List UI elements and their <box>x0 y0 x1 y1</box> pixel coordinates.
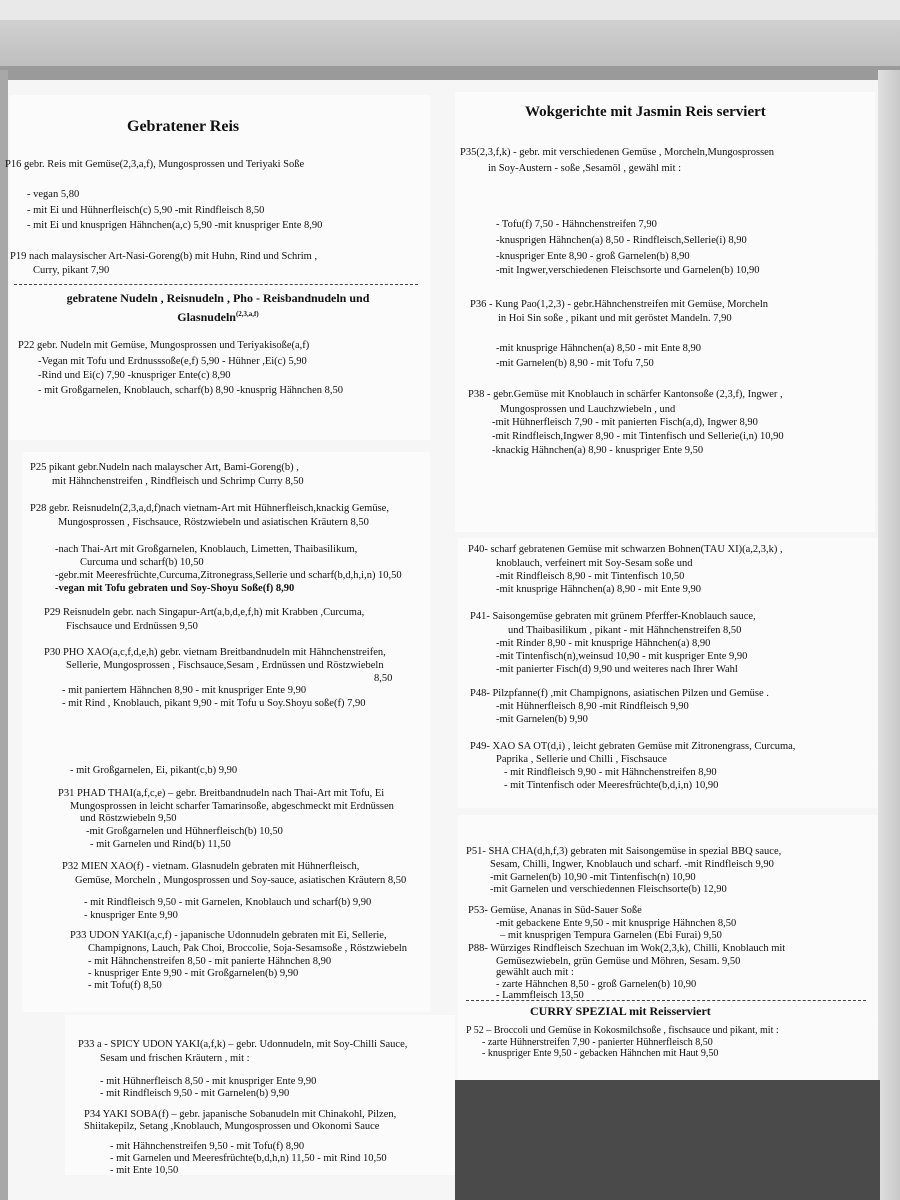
menu-line: -mit Tintenfisch(n),weinsud 10,90 - mit kuspriger Ente 9,90 <box>496 651 748 662</box>
menu-line: Mungosprossen in leicht scharfer Tamarinsoße, abgeschmeckt mit Erdnüssen <box>70 801 394 812</box>
left-subtitle-text: gebratene Nudeln , Reisnudeln , Pho - Reisbandnudeln und Glasnudeln <box>66 291 370 324</box>
menu-line: -mit Garnelen(b) 9,90 <box>496 714 588 725</box>
menu-line: -knackig Hähnchen(a) 8,90 - knuspriger Ente 9,50 <box>492 445 704 456</box>
dark-board-area <box>455 1080 880 1200</box>
sheet-left-2 <box>22 452 430 1012</box>
menu-line: Fischsauce und Erdnüssen 9,50 <box>66 621 198 632</box>
menu-line: Paprika , Sellerie und Chilli , Fischsauce <box>496 754 667 765</box>
menu-line: P33 UDON YAKI(a,c,f) - japanische Udonnudeln gebraten mit Ei, Sellerie, <box>70 930 387 941</box>
menu-line: - mit Hähnchenstreifen 8,50 - mit panierte Hähnchen 8,90 <box>88 956 332 967</box>
menu-line: - mit Ei und knusprigen Hähnchen(a,c) 5,90 -mit knuspriger Ente 8,90 <box>27 220 323 231</box>
menu-line: P40- scharf gebratenen Gemüse mit schwarzen Bohnen(TAU XI)(a,2,3,k) , <box>468 544 783 555</box>
separator-left <box>14 284 418 285</box>
menu-line: P51- SHA CHA(d,h,f,3) gebraten mit Saisongemüse in spezial BBQ sauce, <box>466 846 782 857</box>
menu-line: -mit Rindfleisch 8,90 - mit Tintenfisch 10,50 <box>496 571 685 582</box>
menu-line: P35(2,3,f,k) - gebr. mit verschiedenen Gemüse , Morcheln,Mungosprossen <box>460 147 775 158</box>
menu-line: 8,50 <box>374 673 393 684</box>
frame-shine <box>0 0 900 20</box>
curry-title: CURRY SPEZIAL mit Reisserviert <box>530 1004 711 1018</box>
menu-line: P41- Saisongemüse gebraten mit grünem Pferffer-Knoblauch sauce, <box>470 611 756 622</box>
menu-line: - mit Ente 10,50 <box>110 1165 179 1176</box>
menu-line: Sellerie, Mungosprossen , Fischsauce,Sesam , Erdnüssen und Röstzwiebeln <box>66 660 384 671</box>
menu-line: P88- Würziges Rindfleisch Szechuan im Wok(2,3,k), Chilli, Knoblauch mit <box>468 943 786 954</box>
menu-line: P38 - gebr.Gemüse mit Knoblauch in schärfer Kantonsoße (2,3,f), Ingwer , <box>468 389 783 400</box>
menu-line: Gemüse, Morcheln , Mungosprossen und Soy-sauce, asiatischen Kräutern 8,50 <box>75 875 407 886</box>
menu-line: -nach Thai-Art mit Großgarnelen, Knoblauch, Limetten, Thaibasilikum, <box>55 544 358 555</box>
menu-line: - vegan 5,80 <box>27 189 80 200</box>
menu-line: - knuspriger Ente 9,90 <box>84 910 178 921</box>
menu-line: - mit Garnelen und Rind(b) 11,50 <box>90 839 231 850</box>
menu-line: - mit Hähnchenstreifen 9,50 - mit Tofu(f) 8,90 <box>110 1141 305 1152</box>
menu-line: -mit gebackene Ente 9,50 - mit knusprige Hähnchen 8,50 <box>496 918 737 929</box>
menu-line: - mit Großgarnelen, Knoblauch, scharf(b) 8,90 -knusprig Hähnchen 8,50 <box>38 385 343 396</box>
menu-line: P19 nach malaysischer Art-Nasi-Goreng(b) mit Huhn, Rind und Schrim , <box>10 251 318 262</box>
menu-line: -mit Rinder 8,90 - mit knusprige Hähnchen(a) 8,90 <box>496 638 711 649</box>
menu-line: - zarte Hühnerstreifen 7,90 - panierter Hühnerfleisch 8,50 <box>482 1037 713 1048</box>
menu-line: Shiitakepilz, Setang ,Knoblauch, Mungosprossen und Okonomi Sauce <box>84 1121 380 1132</box>
menu-line: - mit Garnelen und Meeresfrüchte(b,d,h,n) 11,50 - mit Rind 10,50 <box>110 1153 387 1164</box>
menu-line: - mit paniertem Hähnchen 8,90 - mit knuspriger Ente 9,90 <box>62 685 307 696</box>
menu-line: mit Hähnchenstreifen , Rindfleisch und Schrimp Curry 8,50 <box>52 476 304 487</box>
menu-line: -mit Garnelen(b) 8,90 - mit Tofu 7,50 <box>496 358 654 369</box>
menu-line: -mit Ingwer,verschiedenen Fleischsorte und Garnelen(b) 10,90 <box>496 265 760 276</box>
menu-line: P16 gebr. Reis mit Gemüse(2,3,a,f), Mungosprossen und Teriyaki Soße <box>5 159 305 170</box>
menu-line: -Vegan mit Tofu und Erdnusssoße(e,f) 5,90 - Hühner ,Ei(c) 5,90 <box>38 356 307 367</box>
menu-line: P25 pikant gebr.Nudeln nach malayscher Art, Bami-Goreng(b) , <box>30 462 299 473</box>
menu-line: P28 gebr. Reisnudeln(2,3,a,d,f)nach vietnam-Art mit Hühnerfleisch,knackig Gemüse, <box>30 503 389 514</box>
menu-line: - Tofu(f) 7,50 - Hähnchenstreifen 7,90 <box>496 219 657 230</box>
right-title: Wokgerichte mit Jasmin Reis serviert <box>525 104 766 120</box>
menu-line: -mit panierter Fisch(d) 9,90 und weiteres nach Ihrer Wahl <box>496 664 738 675</box>
menu-line: - knuspriger Ente 9,50 - gebacken Hähnchen mit Haut 9,50 <box>482 1048 719 1059</box>
menu-line: -knuspriger Ente 8,90 - groß Garnelen(b) 8,90 <box>496 251 690 262</box>
menu-line: Sesam, Chilli, Ingwer, Knoblauch und scharf. -mit Rindfleisch 9,90 <box>490 859 774 870</box>
menu-line: P49- XAO SA OT(d,i) , leicht gebraten Gemüse mit Zitronengrass, Curcuma, <box>470 741 796 752</box>
menu-line: Mungosprossen , Fischsauce, Röstzwiebeln und asiatischen Kräutern 8,50 <box>58 517 369 528</box>
menu-line: Mungosprossen und Lauchzwiebeln , und <box>500 404 676 415</box>
menu-line: - Lammfleisch 13,50 <box>496 990 584 1001</box>
menu-line: -Rind und Ei(c) 7,90 -knuspriger Ente(c) 8,90 <box>38 370 231 381</box>
menu-line: -mit knusprige Hähnchen(a) 8,90 - mit Ente 9,90 <box>496 584 701 595</box>
menu-line: P 52 – Broccoli und Gemüse in Kokosmilchsoße , fischsauce und pikant, mit : <box>466 1025 779 1036</box>
menu-line: Curcuma und scharf(b) 10,50 <box>80 557 204 568</box>
menu-line: Sesam und frischen Kräutern , mit : <box>100 1053 250 1064</box>
menu-line: P48- Pilzpfanne(f) ,mit Champignons, asiatischen Pilzen und Gemüse . <box>470 688 769 699</box>
menu-line: -mit Rindfleisch,Ingwer 8,90 - mit Tintenfisch und Sellerie(i,n) 10,90 <box>492 431 784 442</box>
menu-line: und Röstzwiebeln 9,50 <box>80 813 177 824</box>
menu-line: P32 MIEN XAO(f) - vietnam. Glasnudeln gebraten mit Hühnerfleisch, <box>62 861 360 872</box>
menu-line: -gebr.mit Meeresfrüchte,Curcuma,Zitronegrass,Sellerie und scharf(b,d,h,i,n) 10,50 <box>55 570 402 581</box>
menu-line: - mit Rindfleisch 9,50 - mit Garnelen(b) 9,90 <box>100 1088 290 1099</box>
menu-line: - mit Tofu(f) 8,50 <box>88 980 162 991</box>
menu-line: in Soy-Austern - soße ,Sesamöl , gewähl mit : <box>488 163 682 174</box>
menu-line: P34 YAKI SOBA(f) – gebr. japanische Sobanudeln mit Chinakohl, Pilzen, <box>84 1109 397 1120</box>
menu-line: P31 PHAD THAI(a,f,c,e) – gebr. Breitbandnudeln nach Thai-Art mit Tofu, Ei <box>58 788 385 799</box>
frame-right <box>878 70 900 1200</box>
menu-line: P29 Reisnudeln gebr. nach Singapur-Art(a,b,d,e,f,h) mit Krabben ,Curcuma, <box>44 607 365 618</box>
menu-line: -mit Großgarnelen und Hühnerfleisch(b) 10,50 <box>86 826 283 837</box>
menu-line: - knuspriger Ente 9,90 - mit Großgarnelen(b) 9,90 <box>88 968 299 979</box>
menu-line: - mit Ei und Hühnerfleisch(c) 5,90 -mit Rindfleisch 8,50 <box>27 205 265 216</box>
menu-line: - mit Rindfleisch 9,90 - mit Hähnchenstreifen 8,90 <box>504 767 717 778</box>
menu-line: - mit Tintenfisch oder Meeresfrüchte(b,d,i,n) 10,90 <box>504 780 719 791</box>
menu-line: - mit Rindfleisch 9,50 - mit Garnelen, Knoblauch und scharf(b) 9,90 <box>84 897 372 908</box>
menu-line: -mit Garnelen(b) 10,90 -mit Tintenfisch(n) 10,90 <box>490 872 696 883</box>
menu-line: -mit knusprige Hähnchen(a) 8,50 - mit Ente 8,90 <box>496 343 701 354</box>
menu-line: Gemüsezwiebeln, grün Gemüse und Möhren, Sesam. 9,50 <box>496 956 741 967</box>
frame-top <box>0 0 900 70</box>
menu-line: - zarte Hähnchen 8,50 - groß Garnelen(b) 10,90 <box>496 979 697 990</box>
menu-line: - mit Rind , Knoblauch, pikant 9,90 - mit Tofu u Soy.Shoyu soße(f) 7,90 <box>62 698 366 709</box>
menu-line: -mit Garnelen und verschiedennen Fleischsorte(b) 12,90 <box>490 884 727 895</box>
left-title: Gebratener Reis <box>127 118 240 135</box>
left-subtitle-sup: (2,3,a,f) <box>235 310 259 318</box>
menu-line: in Hoi Sin soße , pikant und mit geröstet Mandeln. 7,90 <box>498 313 732 324</box>
menu-line: knoblauch, verfeinert mit Soy-Sesam soße und <box>496 558 693 569</box>
menu-line: P30 PHO XAO(a,c,f,d,e,h) gebr. vietnam Breitbandnudeln mit Hähnchenstreifen, <box>44 647 386 658</box>
menu-line: -knusprigen Hähnchen(a) 8,50 - Rindfleisch,Sellerie(i) 8,90 <box>496 235 747 246</box>
menu-line: – mit knusprigen Tempura Garnelen (Ebi Furai) 9,50 <box>500 930 722 941</box>
left-subtitle <box>38 290 398 325</box>
menu-line: P36 - Kung Pao(1,2,3) - gebr.Hähnchenstreifen mit Gemüse, Morcheln <box>470 299 769 310</box>
menu-line: P22 gebr. Nudeln mit Gemüse, Mungosprossen und Teriyakisoße(a,f) <box>18 340 310 351</box>
menu-line: -mit Hühnerfleisch 7,90 - mit panierten Fisch(a,d), Ingwer 8,90 <box>492 417 758 428</box>
menu-line: -mit Hühnerfleisch 8,90 -mit Rindfleisch 9,90 <box>496 701 689 712</box>
menu-line: Champignons, Lauch, Pak Choi, Broccolie, Soja-Sesamsoße , Röstzwiebeln <box>88 943 408 954</box>
menu-line: und Thaibasilikum , pikant - mit Hähnchenstreifen 8,50 <box>508 625 742 636</box>
menu-line: gewählt auch mit : <box>496 967 574 978</box>
menu-line: - mit Großgarnelen, Ei, pikant(c,b) 9,90 <box>70 765 238 776</box>
frame-left <box>0 70 8 1200</box>
menu-line: Curry, pikant 7,90 <box>33 265 110 276</box>
menu-line: P53- Gemüse, Ananas in Süd-Sauer Soße <box>468 905 642 916</box>
menu-line: -vegan mit Tofu gebraten und Soy-Shoyu Soße(f) 8,90 <box>55 583 295 594</box>
menu-line: P33 a - SPICY UDON YAKI(a,f,k) – gebr. Udonnudeln, mit Soy-Chilli Sauce, <box>78 1039 408 1050</box>
menu-line: - mit Hühnerfleisch 8,50 - mit knuspriger Ente 9,90 <box>100 1076 317 1087</box>
